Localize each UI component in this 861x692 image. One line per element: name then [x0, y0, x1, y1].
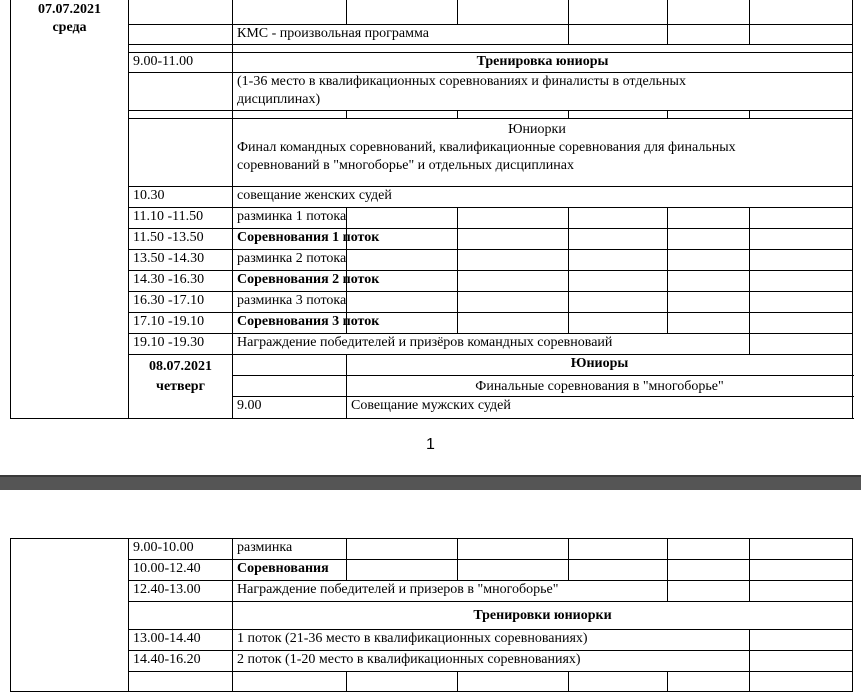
- day-1-cell: [11, 0, 129, 419]
- juniors-training-title: Тренировка юниоры: [233, 53, 853, 73]
- row-time: 14.40-16.20: [129, 651, 233, 672]
- row-time: 13.00-14.40: [129, 630, 233, 651]
- row-text: Награждение победителей и призёров командных соревноваий: [233, 334, 750, 355]
- page-2: [0, 490, 861, 681]
- row-time: 9.00: [233, 397, 347, 419]
- row-text: разминка 3 потока: [233, 292, 347, 313]
- row-text: Соревнования 1 поток: [233, 229, 347, 250]
- table-row: [11, 187, 853, 208]
- day-1-weekday: среда: [52, 20, 87, 35]
- day-2-weekday: четверг: [156, 379, 205, 394]
- row-time: 16.30 -17.10: [129, 292, 233, 313]
- row-time: 13.50 -14.30: [129, 250, 233, 271]
- row-time: 11.50 -13.50: [129, 229, 233, 250]
- table-row: [11, 25, 853, 45]
- table-row: [11, 672, 853, 692]
- table-row: [11, 0, 853, 25]
- table-row: [11, 602, 853, 630]
- junior-girls-desc: Финал командных соревнований, квалификационные соревнования для финальных соревнований в "многоборье" и отдельных дисциплинах: [237, 140, 736, 173]
- schedule-table-page-1: [10, 0, 853, 419]
- day-2-title: Юниоры: [347, 355, 853, 376]
- training-time: 9.00-11.00: [129, 53, 233, 73]
- row-text: разминка: [233, 539, 347, 560]
- row-text: 1 поток (21-36 место в квалификационных соревнованиях): [233, 630, 750, 651]
- juniors-training-note: (1-36 место в квалификационных соревнованиях и финалисты в отдельных дисциплинах): [233, 73, 853, 111]
- row-time: 9.00-10.00: [129, 539, 233, 560]
- row-time: 12.40-13.00: [129, 581, 233, 602]
- row-text: Соревнования: [233, 560, 347, 581]
- junior-girls-title: Юниорки: [508, 122, 566, 137]
- row-text: Соревнования 3 поток: [233, 313, 347, 334]
- junior-girls-block: [233, 119, 853, 187]
- table-row: [11, 292, 853, 313]
- row-text: совещание женских судей: [233, 187, 853, 208]
- row-text: разминка 2 потока: [233, 250, 347, 271]
- training-girls-title: Тренировки юниорки: [233, 602, 853, 630]
- table-row: [11, 560, 853, 581]
- table-row: [11, 229, 853, 250]
- row-text: Совещание мужских судей: [347, 397, 853, 419]
- table-row: [11, 313, 853, 334]
- table-row: [11, 539, 853, 560]
- day-2-date: 08.07.2021: [149, 359, 212, 374]
- row-text: Соревнования 2 поток: [233, 271, 347, 292]
- row-time: 19.10 -19.30: [129, 334, 233, 355]
- table-row: [11, 630, 853, 651]
- day-2-subtitle: Финальные соревнования в "многоборье": [347, 376, 853, 397]
- kms-program: КМС - произвольная программа: [233, 25, 458, 45]
- page-gap: [0, 475, 861, 490]
- row-text: 2 поток (1-20 место в квалификационных соревнованиях): [233, 651, 750, 672]
- table-row: [11, 119, 853, 187]
- day-1-date: 07.07.2021: [38, 2, 101, 17]
- row-time: 17.10 -19.10: [129, 313, 233, 334]
- table-row: [11, 355, 853, 376]
- page-number: 1: [426, 436, 435, 453]
- schedule-table-page-2: [10, 538, 853, 692]
- row-time: 10.00-12.40: [129, 560, 233, 581]
- day-2-cell: [129, 355, 233, 419]
- table-row: [11, 250, 853, 271]
- table-row: [11, 53, 853, 73]
- table-row: [11, 271, 853, 292]
- row-text: Награждение победителей и призеров в "многоборье": [233, 581, 668, 602]
- table-row: [11, 73, 853, 111]
- table-row: [11, 651, 853, 672]
- row-time: 11.10 -11.50: [129, 208, 233, 229]
- row-text: разминка 1 потока: [233, 208, 347, 229]
- table-row: [11, 208, 853, 229]
- row-time: 14.30 -16.30: [129, 271, 233, 292]
- table-row: [11, 581, 853, 602]
- table-row: [11, 334, 853, 355]
- row-time: 10.30: [129, 187, 233, 208]
